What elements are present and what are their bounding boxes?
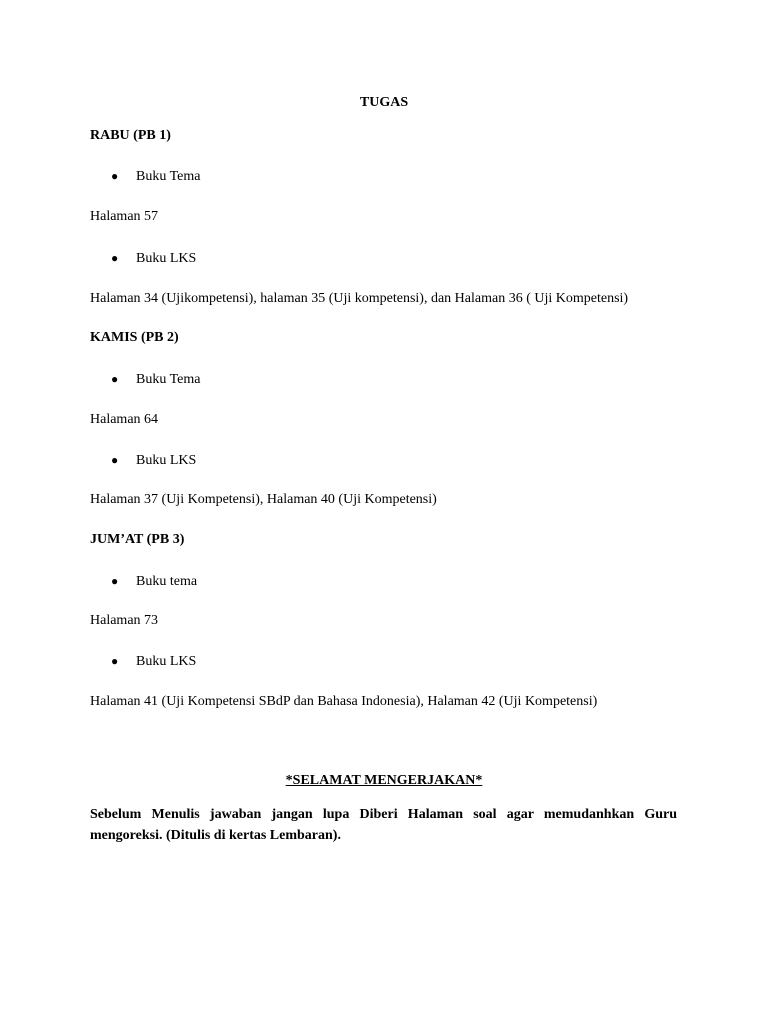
bullet-icon: ● bbox=[111, 654, 119, 668]
day-heading-rabu: RABU (PB 1) bbox=[90, 128, 171, 143]
bullet-label: Buku LKS bbox=[136, 251, 197, 266]
closing-message: *SELAMAT MENGERJAKAN* bbox=[285, 773, 483, 788]
bullet-label: Buku LKS bbox=[136, 453, 197, 468]
bullet-item bbox=[111, 370, 200, 389]
page-detail: Halaman 73 bbox=[90, 613, 159, 628]
page-detail: Halaman 34 (Ujikompetensi), halaman 35 (Uji kompetensi), dan Halaman 36 ( Uji Kompetensi) bbox=[90, 291, 629, 306]
day-heading-jumat: JUM’AT (PB 3) bbox=[90, 532, 185, 547]
bullet-icon: ● bbox=[111, 251, 119, 265]
note-paragraph: Sebelum Menulis jawaban jangan lupa Diberi Halaman soal agar memudanhkan Guru mengoreksi. (Ditulis di kertas Lembaran). bbox=[90, 807, 677, 843]
bullet-icon: ● bbox=[111, 574, 119, 588]
bullet-item bbox=[111, 167, 200, 186]
document-title: TUGAS bbox=[359, 95, 409, 110]
page-detail: Halaman 57 bbox=[90, 209, 159, 224]
bullet-item bbox=[111, 249, 196, 268]
bullet-label: Buku LKS bbox=[136, 654, 197, 669]
bullet-icon: ● bbox=[111, 372, 119, 386]
bullet-item bbox=[111, 652, 196, 671]
bullet-item bbox=[111, 572, 197, 591]
page-detail: Halaman 64 bbox=[90, 412, 159, 427]
bullet-icon: ● bbox=[111, 169, 119, 183]
bullet-icon: ● bbox=[111, 453, 119, 467]
bullet-item bbox=[111, 451, 196, 470]
bullet-label: Buku Tema bbox=[136, 169, 201, 184]
page-detail: Halaman 37 (Uji Kompetensi), Halaman 40 (Uji Kompetensi) bbox=[90, 492, 437, 507]
bullet-label: Buku tema bbox=[136, 574, 198, 589]
bullet-label: Buku Tema bbox=[136, 372, 201, 387]
page-detail: Halaman 41 (Uji Kompetensi SBdP dan Bahasa Indonesia), Halaman 42 (Uji Kompetensi) bbox=[90, 694, 598, 709]
day-heading-kamis: KAMIS (PB 2) bbox=[90, 330, 179, 345]
